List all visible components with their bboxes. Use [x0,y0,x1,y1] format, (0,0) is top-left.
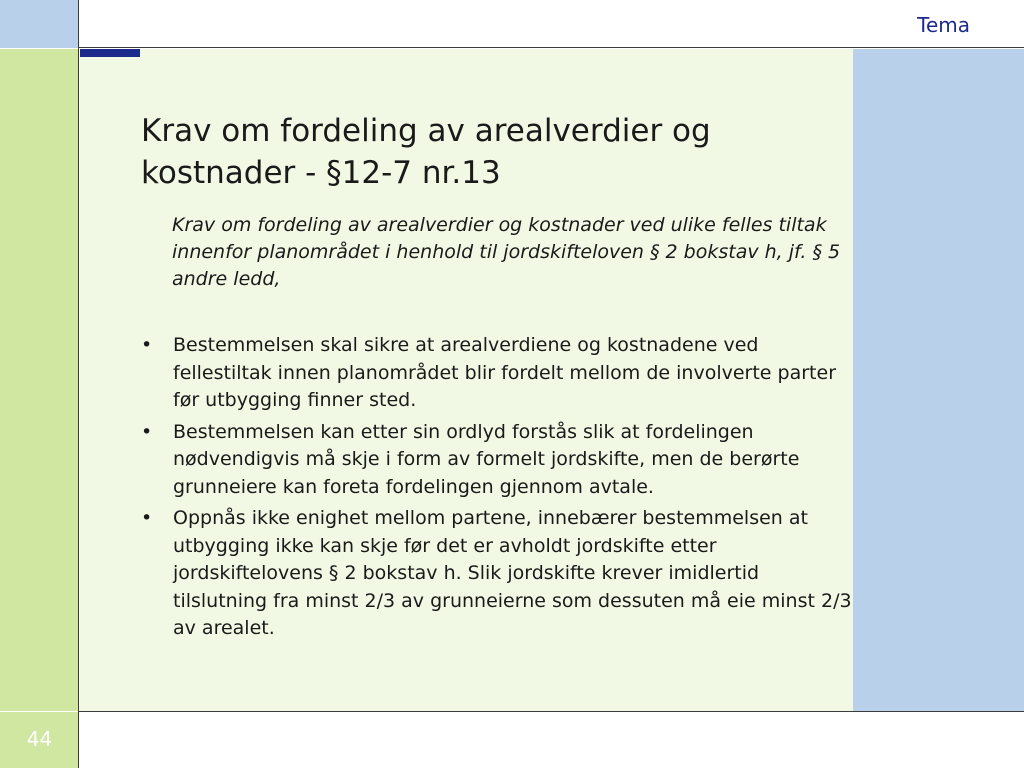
title-accent-bar [80,49,140,57]
footer-divider [79,711,1024,712]
quoted-provision: Krav om fordeling av arealverdier og kostnader ved ulike felles tiltak innenfor planområdet i henhold til jordskifteloven § 2 bokstav h, jf. § 5 andre ledd, [172,214,841,290]
bullet-icon: • [141,507,153,529]
bullet-icon: • [141,420,153,443]
bullet-text: Oppnås ikke enighet mellom partene, innebærer bestemmelsen at utbygging ikke kan skje før det er avholdt jordskifte etter jordskiftelovens § 2 bokstav h. Slik jordskifte krever imidlertid tilslutning fra minst 2/3 av grunneierne som dessuten må eie minst 2/3 av arealet. [173,507,852,639]
left-sidebar-panel [0,49,79,711]
list-item [141,505,853,643]
slide-number: 44 [26,727,53,751]
bullet-text: Bestemmelsen kan etter sin ordlyd forstås slik at fordelingen nødvendigvis må skje i form av formelt jordskifte, men de berørte grunneiere kan foreta fordelingen gjennom avtale. [173,420,800,498]
header-bar [79,0,1024,48]
slide-title: Krav om fordeling av arealverdier og kostnader - §12-7 nr.13 [141,113,711,191]
vertical-divider [78,0,79,768]
footer-bar [79,712,1024,768]
list-item [141,419,853,502]
bullet-text: Bestemmelsen skal sikre at arealverdiene og kostnadene ved fellestiltak innen planområdet blir fordelt mellom de involverte parter før utbygging finner sted. [173,334,837,411]
right-sidebar-panel [853,49,1024,711]
bullet-list [141,332,853,647]
bullet-icon: • [141,334,153,356]
tema-label: Tema [917,13,970,37]
header-divider [79,47,1024,48]
top-left-panel [0,0,79,48]
list-item [141,332,853,415]
